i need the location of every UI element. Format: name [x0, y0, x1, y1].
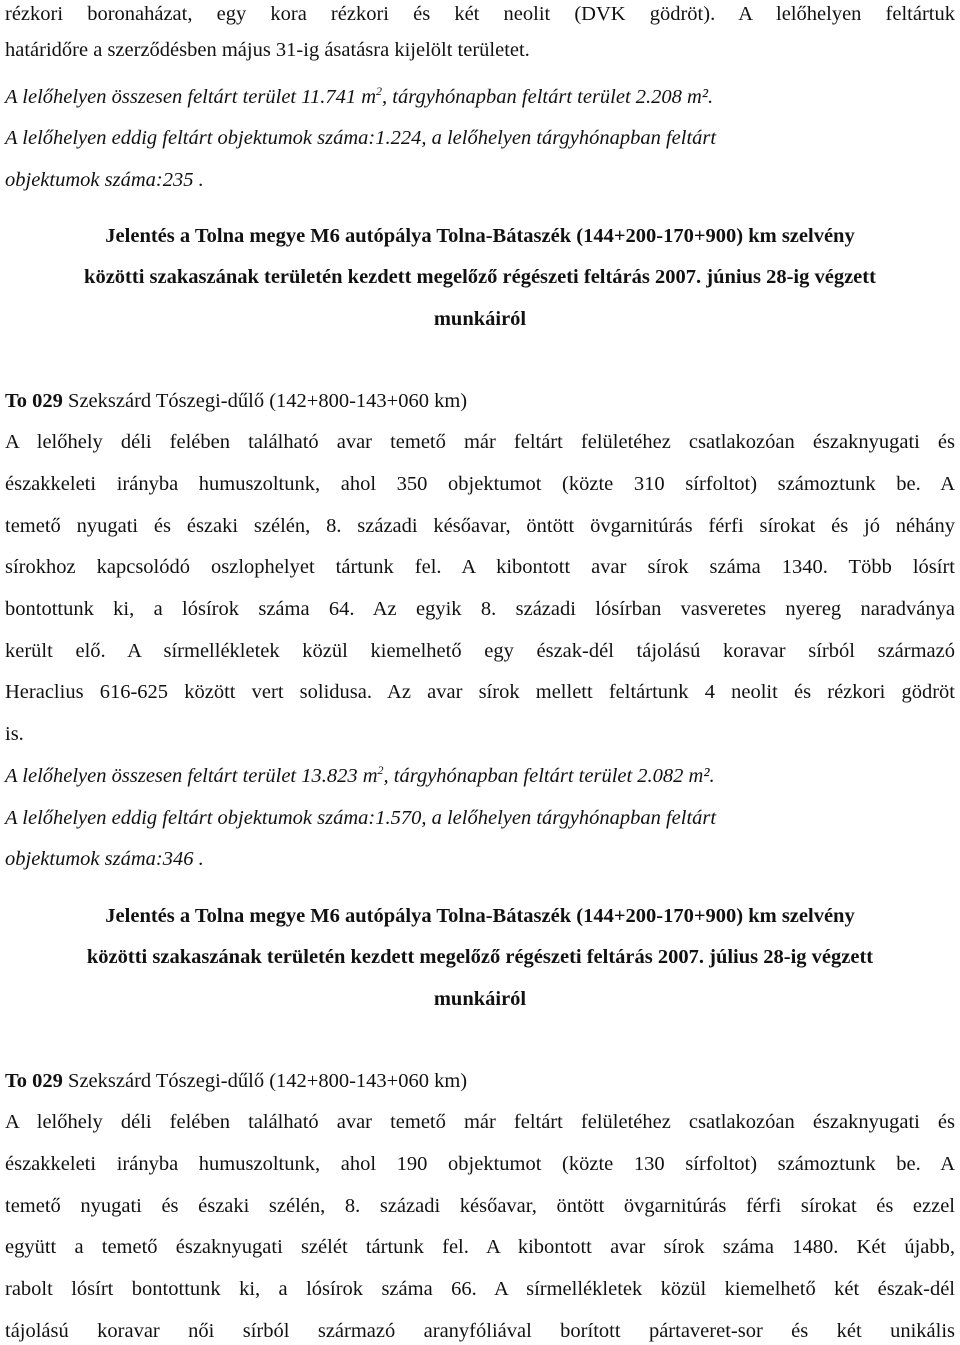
paragraph-line: határidőre a szerződésben május 31-ig ásatásra kijelölt területet.	[5, 39, 530, 61]
paragraph-line: temető nyugati és északi szélén, 8. századi későavar, öntött övgarnitúrás férfi sírokat és ezzel	[5, 1195, 955, 1217]
paragraph-line: bontottunk ki, a lósírok száma 64. Az egyik 8. századi lósírban vasveretes nyereg naradványa	[5, 598, 955, 620]
paragraph-line: is.	[5, 723, 24, 745]
objects-summary-line: objektumok száma:235 .	[5, 169, 204, 191]
area-summary-line: A lelőhelyen összesen feltárt terület 13.823 $m^2$, tárgyhónapban feltárt terület 2.082 m².	[5, 763, 715, 787]
paragraph-line: északkeleti irányba humuszoltunk, ahol 190 objektumot (közte 130 sírfoltot) számoztunk be. A	[5, 1153, 955, 1175]
site-title: To 029 Szekszárd Tószegi-dűlő (142+800-143+060 km)	[5, 390, 468, 412]
objects-summary-line: objektumok száma:346 .	[5, 848, 204, 870]
paragraph-line: A lelőhely déli felében található avar temető már feltárt felületéhez csatlakozóan északnyugati és	[5, 431, 955, 453]
report-heading-line: Jelentés a Tolna megye M6 autópálya Tolna-Bátaszék (144+200-170+900) km szelvény	[105, 905, 855, 927]
paragraph-line: együtt a temető északnyugati szélét tártunk fel. A kibontott avar sírok száma 1480. Két újabb,	[5, 1236, 955, 1258]
paragraph-line: északkeleti irányba humuszoltunk, ahol 350 objektumot (közte 310 sírfoltot) számoztunk be. A	[5, 473, 955, 495]
report-heading-line: közötti szakaszának területén kezdett megelőző régészeti feltárás 2007. június 28-ig végzett	[84, 266, 876, 288]
objects-summary-line: A lelőhelyen eddig feltárt objektumok száma:1.224, a lelőhelyen tárgyhónapban feltárt	[5, 127, 717, 149]
paragraph-line: temető nyugati és északi szélén, 8. századi későavar, öntött övgarnitúrás férfi sírokat és jó néhány	[5, 515, 955, 537]
report-heading-line: Jelentés a Tolna megye M6 autópálya Tolna-Bátaszék (144+200-170+900) km szelvény	[105, 225, 855, 247]
site-title: To 029 Szekszárd Tószegi-dűlő (142+800-143+060 km)	[5, 1070, 468, 1092]
paragraph-line: A lelőhely déli felében található avar temető már feltárt felületéhez csatlakozóan északnyugati és	[5, 1111, 955, 1133]
paragraph-line: sírokhoz kapcsolódó oszlophelyet tártunk fel. A kibontott avar sírok száma 1340. Több lósírt	[5, 556, 955, 578]
area-summary-line: A lelőhelyen összesen feltárt terület 11.741 $m^2$, tárgyhónapban feltárt terület 2.208 m².	[5, 84, 714, 108]
paragraph-line: Heraclius 616-625 között vert solidusa. Az avar sírok mellett feltártunk 4 neolit és rézkori gödröt	[5, 681, 955, 703]
report-heading-line: közötti szakaszának területén kezdett megelőző régészeti feltárás 2007. július 28-ig végzett	[86, 946, 874, 968]
report-heading-line: munkáiról	[433, 308, 527, 330]
paragraph-line: rézkori boronaházat, egy kora rézkori és két neolit (DVK gödröt). A lelőhelyen feltártuk	[5, 3, 955, 25]
paragraph-line: rabolt lósírt bontottunk ki, a lósírok száma 66. A sírmellékletek közül kiemelhető két észak-dél	[5, 1278, 955, 1300]
paragraph-line: került elő. A sírmellékletek közül kiemelhető egy észak-dél tájolású koravar sírból származó	[5, 640, 955, 662]
objects-summary-line: A lelőhelyen eddig feltárt objektumok száma:1.570, a lelőhelyen tárgyhónapban feltárt	[5, 807, 717, 829]
report-heading-line: munkáiról	[433, 988, 527, 1010]
paragraph-line: tájolású koravar női sírból származó aranyfóliával borított pártaveret-sor és két unikális	[5, 1320, 955, 1342]
